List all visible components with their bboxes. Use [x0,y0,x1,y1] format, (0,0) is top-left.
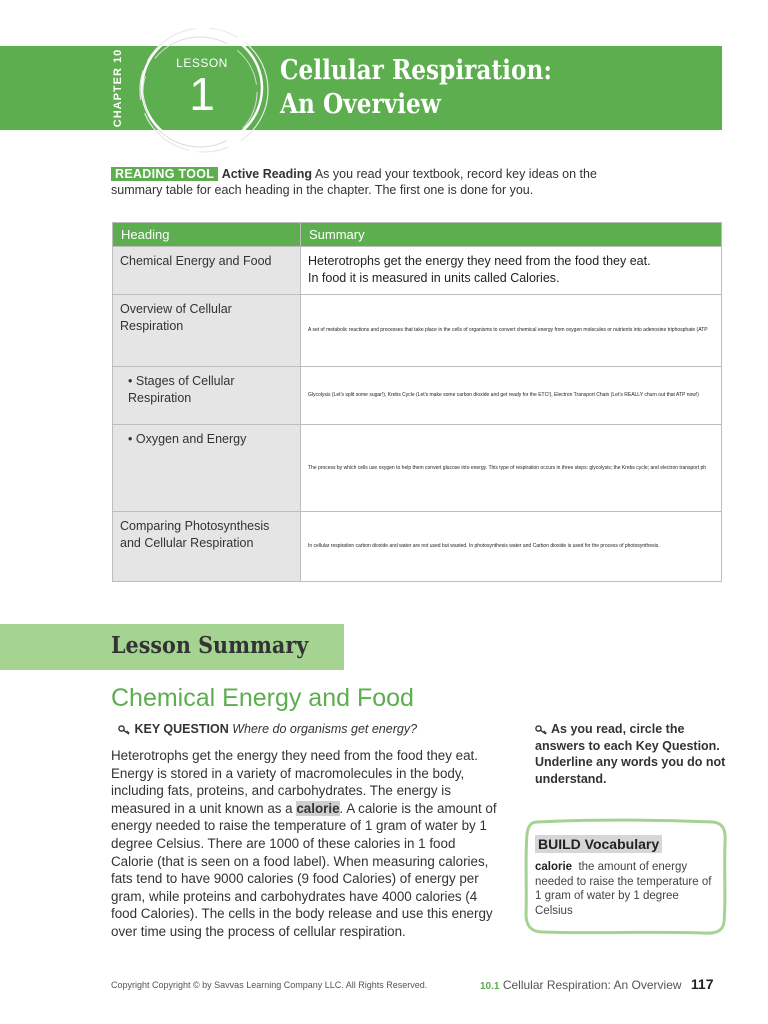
page-title: Cellular Respiration: An Overview [280,55,552,120]
page-number: 117 [690,976,714,992]
key-question [118,722,417,736]
key-icon [118,725,131,735]
summary-table [112,222,722,582]
row-heading: Comparing Photosynthesis and Cellular Respiration [113,512,301,582]
lesson-badge [134,26,274,156]
row-summary[interactable]: A set of metabolic reactions and processes that take place in the cells of organisms to convert chemical energy from oxygen molecules or nutrients into adenosine triphosphate (ATP [301,295,722,367]
reading-tool-text: As you read your textbook, record key ideas on the summary table for each heading in the chapter. The first one is done for you. [111,167,597,197]
row-heading: • Stages of Cellular Respiration [113,367,301,425]
lesson-number: 1 [189,68,215,120]
column-header-summary: Summary [301,223,722,247]
lesson-word: LESSON [176,56,228,70]
page-footer [480,976,714,992]
footer-section-number: 10.1 [480,981,500,992]
vocab-title: BUILD Vocabulary [535,835,662,853]
highlighted-term[interactable]: calorie [296,800,340,816]
row-heading: • Oxygen and Energy [113,425,301,512]
row-summary[interactable]: In cellular respiration carbon dioxide and water are not used but wasted. In photosynthesis water and Carbon dioxide is used for the process of photosynthesis. [301,512,722,582]
table-row [113,295,722,367]
table-header-row [113,223,722,247]
key-question-label: KEY QUESTION [134,722,229,736]
column-header-heading: Heading [113,223,301,247]
key-question-text: Where do organisms get energy? [232,722,418,736]
chapter-label: CHAPTER 10 [112,48,124,128]
row-summary[interactable]: Glycolysis (Let’s split some sugar!), Krebs Cycle (Let’s make some carbon dioxide and get ready for the ETC!), Electron Transport Chain (Let’s REALLY churn out that ATP now!) [301,367,722,425]
row-heading: Overview of Cellular Respiration [113,295,301,367]
row-heading: Chemical Energy and Food [113,247,301,295]
lesson-summary-title: Lesson Summary [111,632,309,659]
table-row [113,425,722,512]
row-summary[interactable]: Heterotrophs get the energy they need from the food they eat. In food it is measured in units called Calories. [301,247,722,295]
copyright-notice: Copyright Copyright © by Savvas Learning Company LLC. All Rights Reserved. [111,980,428,990]
reading-tool-badge: READING TOOL [111,167,218,181]
reading-tool-instructions [111,166,651,198]
build-vocabulary-box [523,818,727,936]
vocab-definition: calorie the amount of energy needed to raise the temperature of 1 gram of water by 1 degree Celsius [535,861,712,917]
footer-section-title: Cellular Respiration: An Overview [502,978,682,992]
reading-tool-lead: Active Reading [221,167,313,181]
key-icon [535,725,548,735]
table-row [113,247,722,295]
row-summary[interactable]: The process by which cells use oxygen to help them convert glucose into energy. This type of respiration occurs in three steps: glycolysis; the Krebs cycle; and electron transport ph [301,425,722,512]
section-heading: Chemical Energy and Food [111,684,414,712]
table-row [113,512,722,582]
table-row [113,367,722,425]
lesson-body-text: Heterotrophs get the energy they need from the food they eat. Energy is stored in a variety of macromolecules in the body, including fats, proteins, and carbohydrates. The energy is measured in a unit known as a calorie. A calorie is the amount of energy needed to raise the temperature of 1 gram of water by 1 degree Celsius. There are 1000 of these calories in 1 food Calorie (that is seen on a food label). When measuring calories, fats tend to have 9000 calories (9 food Calories) of energy per gram, while proteins and carbohydrates have 4000 calories (4 food Calories). The cells in the body release and use this energy over time using the process of cellular respiration. [111,748,497,939]
side-note: As you read, circle the answers to each Key Question. Underline any words you do not understand. [535,722,726,786]
